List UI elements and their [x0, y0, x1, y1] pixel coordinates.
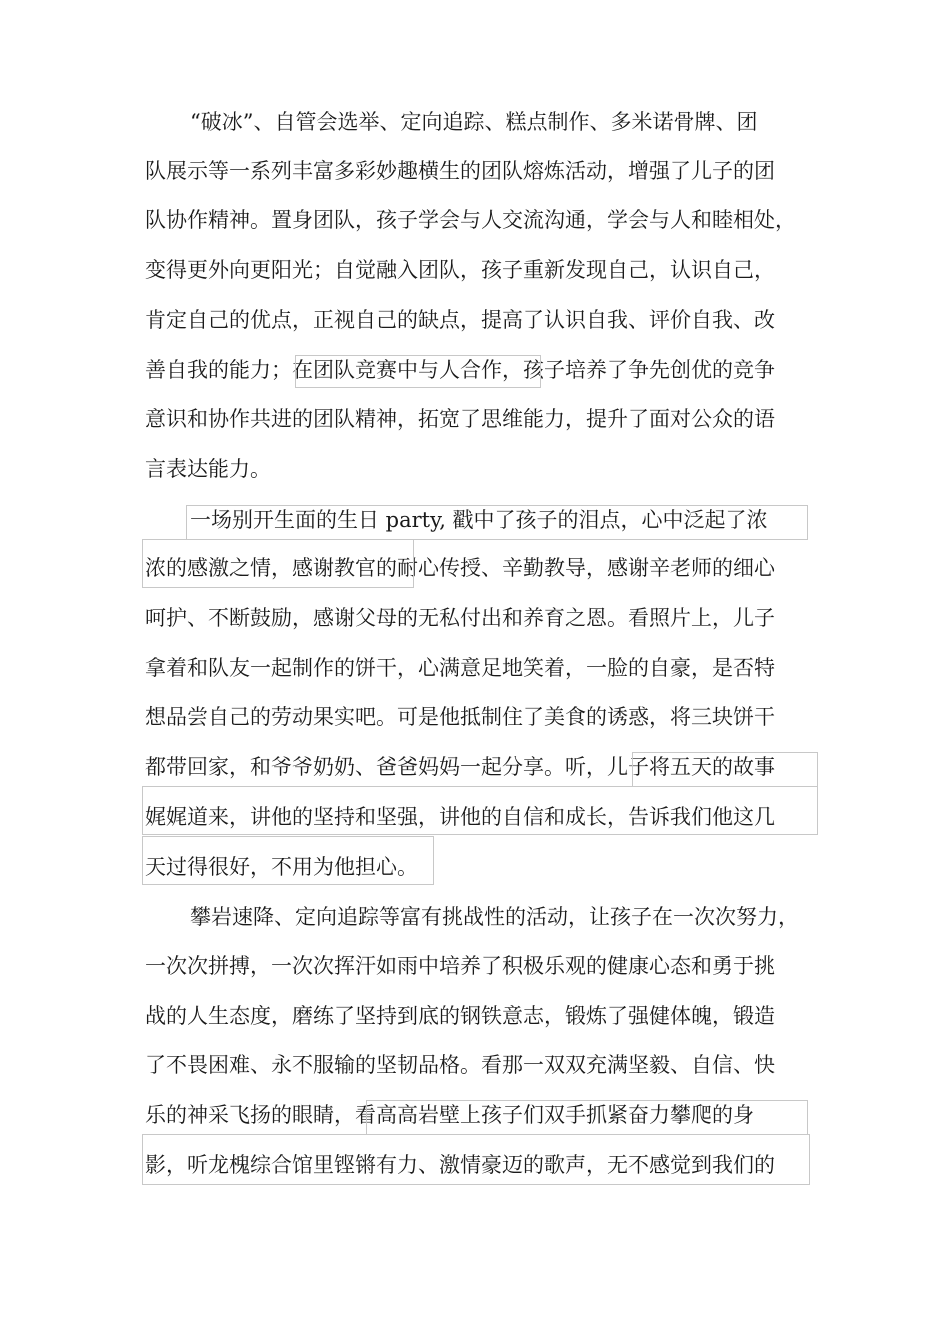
- paragraph-3-line-5: 乐的神采飞扬的眼睛，看高高岩壁上孩子们双手抓紧奋力攀爬的身: [145, 1103, 754, 1127]
- paragraph-2-line-7: 娓娓道来，讲他的坚持和坚强，讲他的自信和成长，告诉我们他这几: [145, 805, 775, 829]
- paragraph-3-line-1: 攀岩速降、定向追踪等富有挑战性的活动，让孩子在一次次努力，: [190, 905, 799, 929]
- paragraph-2-line-5: 想品尝自己的劳动果实吧。可是他抵制住了美食的诱惑，将三块饼干: [145, 705, 775, 729]
- paragraph-3-line-3: 战的人生态度，磨练了坚持到底的钢铁意志，锻炼了强健体魄，锻造: [145, 1004, 775, 1028]
- paragraph-2-line-1: 一场别开生面的生日 party, 戳中了孩子的泪点，心中泛起了浓: [190, 508, 768, 532]
- paragraph-1-line-2: 队展示等一系列丰富多彩妙趣横生的团队熔炼活动，增强了儿子的团: [145, 159, 775, 183]
- paragraph-1-line-8: 言表达能力。: [145, 457, 271, 481]
- paragraph-1-line-6: 善自我的能力；在团队竞赛中与人合作，孩子培养了争先创优的竞争: [145, 358, 775, 382]
- paragraph-3-line-6: 影，听龙槐综合馆里铿锵有力、激情豪迈的歌声，无不感觉到我们的: [145, 1153, 775, 1177]
- paragraph-3-line-2: 一次次拼搏，一次次挥汗如雨中培养了积极乐观的健康心态和勇于挑: [145, 954, 775, 978]
- paragraph-2-line-2: 浓的感激之情，感谢教官的耐心传授、辛勤教导，感谢辛老师的细心: [145, 556, 775, 580]
- paragraph-1-line-4: 变得更外向更阳光；自觉融入团队，孩子重新发现自己，认识自己，: [145, 258, 775, 282]
- paragraph-2-line-4: 拿着和队友一起制作的饼干，心满意足地笑着，一脸的自豪，是否特: [145, 656, 775, 680]
- paragraph-2-line-3: 呵护、不断鼓励，感谢父母的无私付出和养育之恩。看照片上，儿子: [145, 606, 775, 630]
- paragraph-1-line-3: 队协作精神。置身团队，孩子学会与人交流沟通，学会与人和睦相处，: [145, 208, 796, 232]
- paragraph-2-line-8: 天过得很好，不用为他担心。: [145, 855, 418, 879]
- paragraph-1-line-5: 肯定自己的优点，正视自己的缺点，提高了认识自我、评价自我、改: [145, 308, 775, 332]
- paragraph-1-line-1: “破冰”、自管会选举、定向追踪、糕点制作、多米诺骨牌、团: [190, 110, 758, 134]
- paragraph-2-line-6: 都带回家，和爷爷奶奶、爸爸妈妈一起分享。听，儿子将五天的故事: [145, 755, 775, 779]
- paragraph-3-line-4: 了不畏困难、永不服输的坚韧品格。看那一双双充满坚毅、自信、快: [145, 1053, 775, 1077]
- paragraph-1-line-7: 意识和协作共进的团队精神，拓宽了思维能力，提升了面对公众的语: [145, 407, 775, 431]
